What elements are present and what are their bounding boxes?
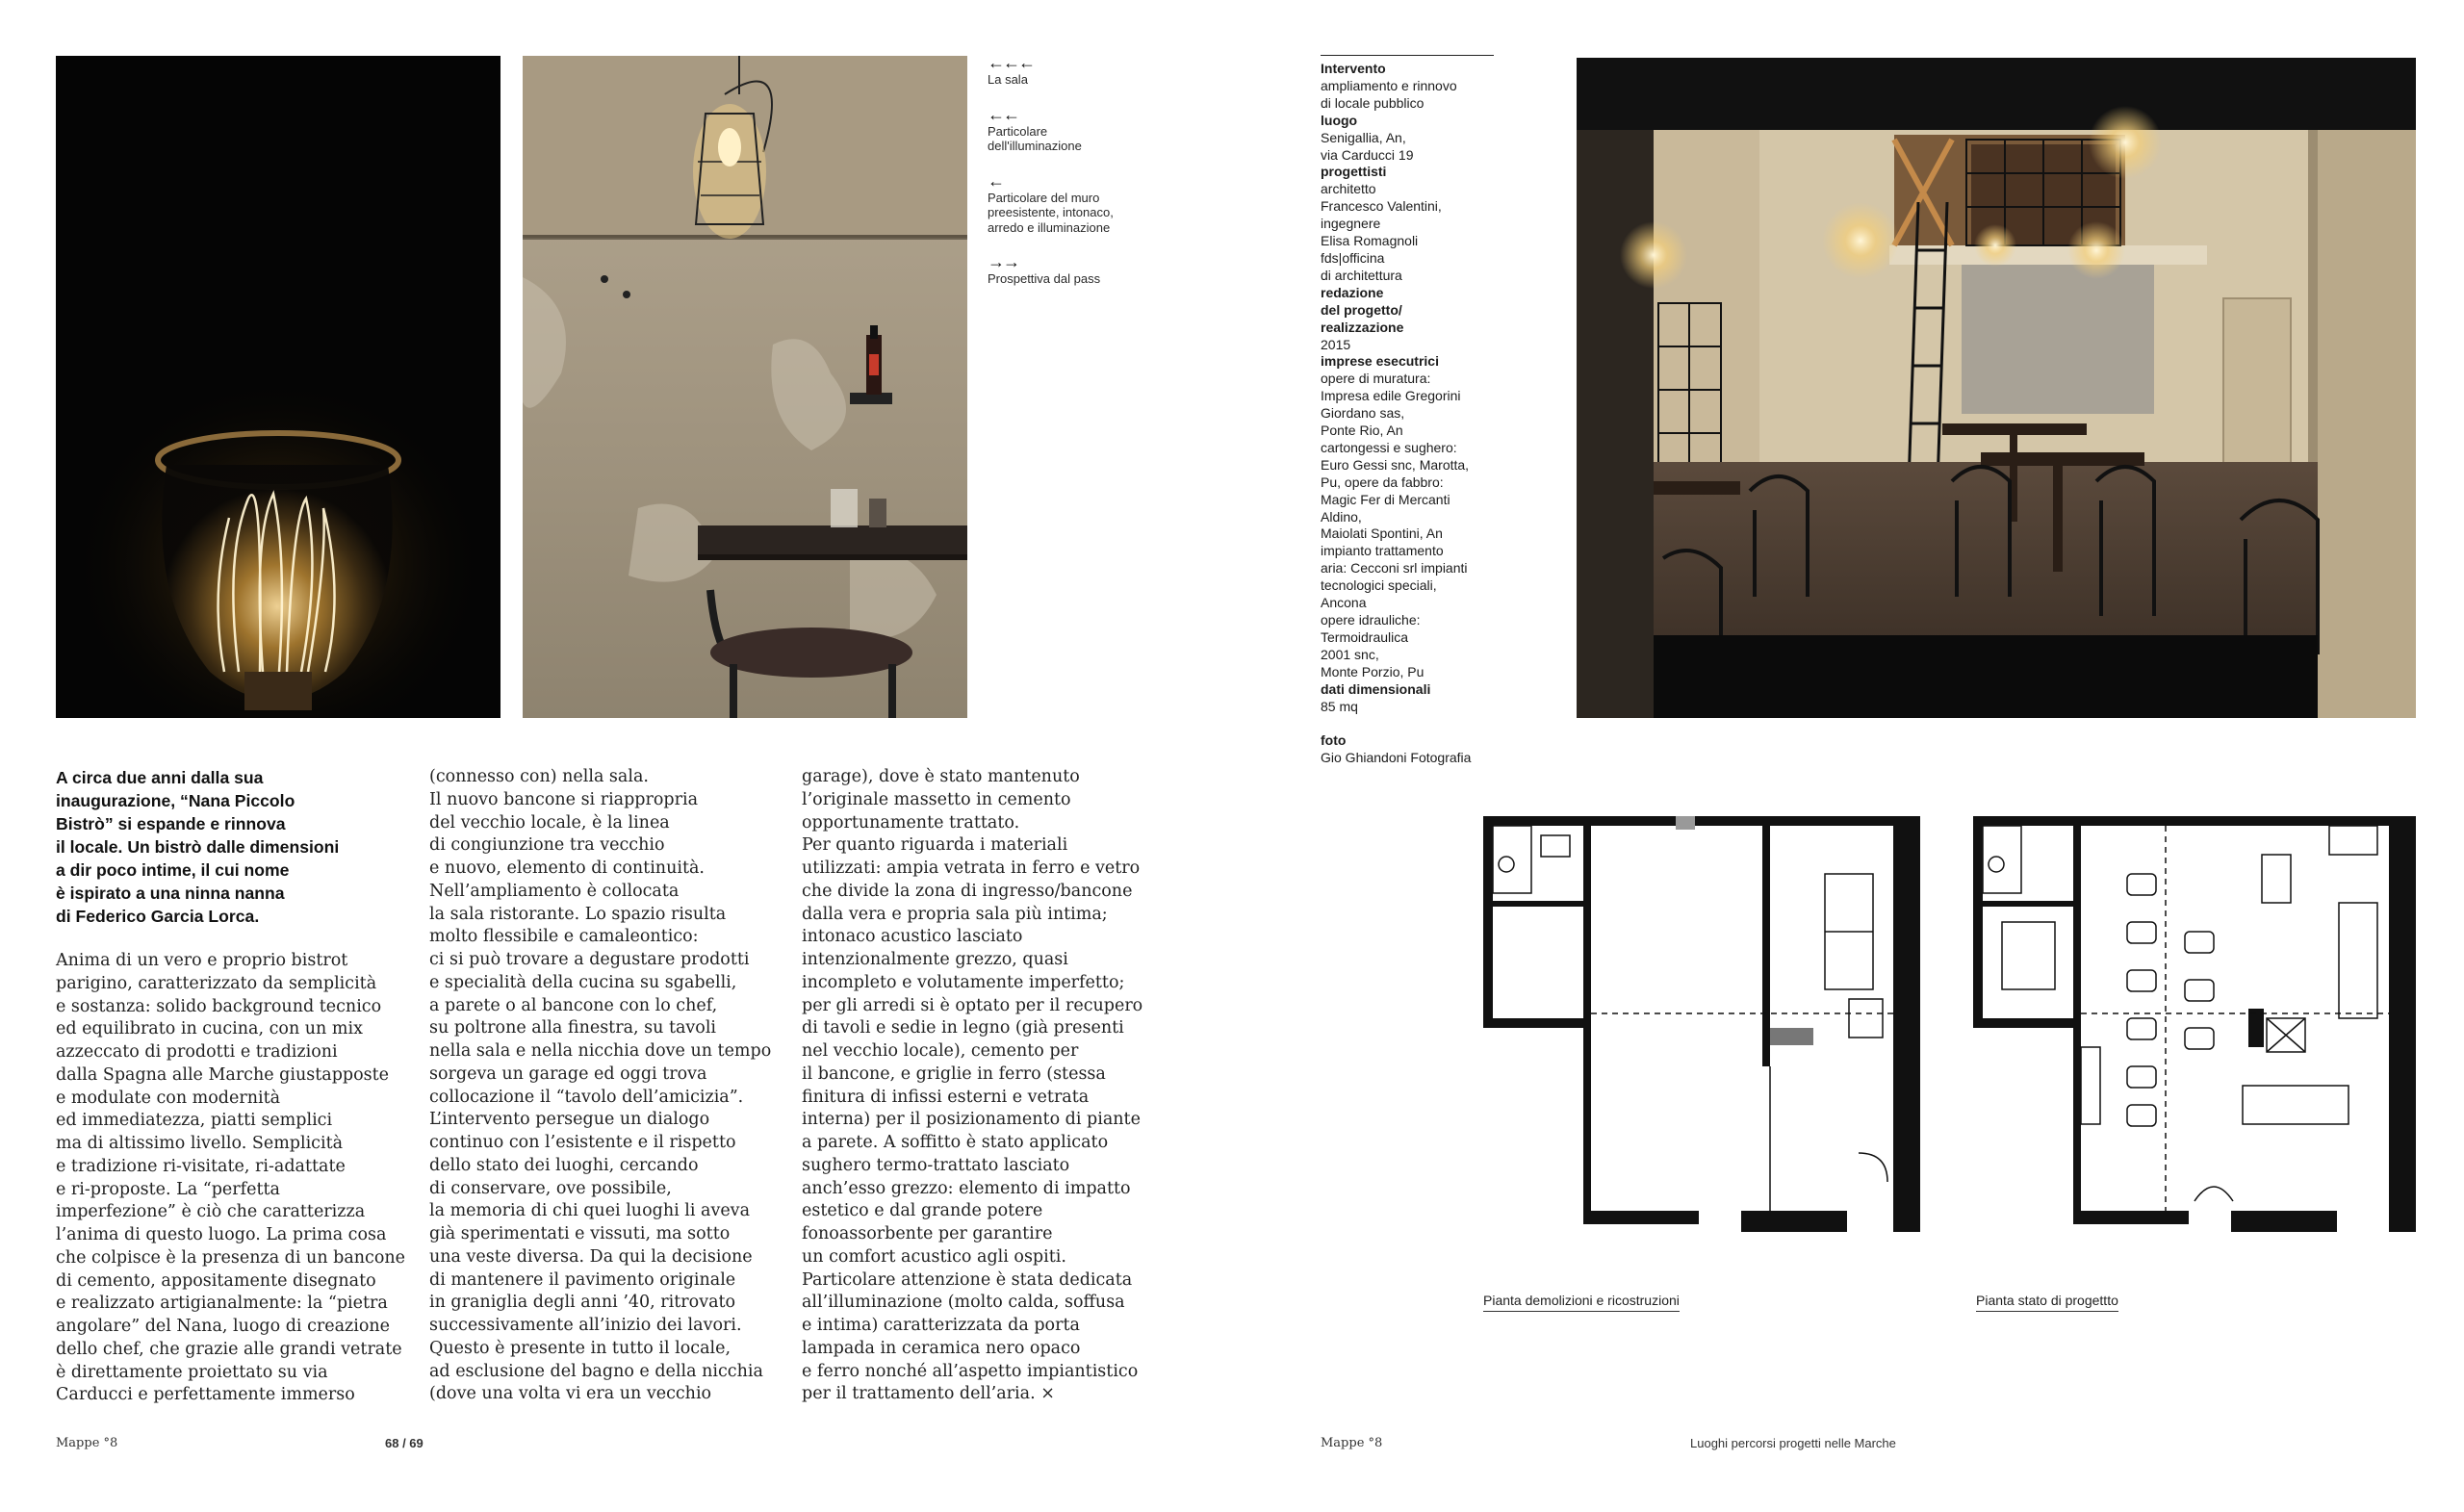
- caption-item: [988, 105, 1170, 154]
- caption-item: [988, 53, 1170, 88]
- article-column-2: (connesso con) nella sala. Il nuovo bancone si riappropria del vecchio locale, è la linea di congiunzione tra vecchio e nuovo, elemento di continuità. Nell’ampliamento è collocata la sala ristorante. Lo spazio risulta molto flessibile e camaleontico: ci si può trovare a degustare prodotti e specialità della cucina su sgabelli, a parete o al bancone con lo chef, su poltrone alla finestra, su tavoli nella sala e nella nicchia dove un tempo sorgeva un garage ed oggi trova collocazione il “tavolo dell’amicizia”. L’intervento persegue un dialogo continuo con l’esistente e il rispetto dello stato dei luoghi, cercando di conservare, ove possibile, la memoria di chi quei luoghi li aveva già sperimentati e vissuti, ma sotto una veste diversa. Da qui la decisione di mantenere il pavimento originale in graniglia degli anni ’40, ritrovato successivamente all’inizio dei lavori. Questo è presente in tutto il locale, ad esclusione del bagno e della nicchia (dove una volta vi era un vecchio: [429, 767, 772, 1404]
- credit-heading: Intervento: [1321, 61, 1386, 76]
- article-column-3: garage), dove è stato mantenuto l’originale massetto in cemento opportunamente trattato. Per quanto riguarda i materiali utilizzati: ampia vetrata in ferro e vetro che divide la zona di ingresso/bancone dalla vera e propria sala più intima; intonaco acustico lasciato intenzionalmente grezzo, quasi incompleto e volutamente imperfetto; per gli arredi si è optato per il recupero di tavoli e sedie in legno (già presenti nel vecchio locale), cemento per il bancone, e griglie in ferro (stessa finitura di infissi esterni e vetrata interna) per il posizionamento di piante a parete. A soffitto è stato applicato sughero termo-trattato lasciato anch’esso grezzo: elemento di impatto estetico e dal grande potere fonoassorbente per garantire un comfort acustico agli ospiti. Particolare attenzione è stata dedicata all’illuminazione (molto calda, soffusa e intima) caratterizzata da porta lampada in ceramica nero opaco e ferro nonché all’aspetto impiantistico per il trattamento dell’aria. ×: [802, 767, 1143, 1404]
- credit-heading: luogo: [1321, 112, 1358, 128]
- caption-text: Prospettiva dal pass: [988, 271, 1101, 286]
- credit-value: 85 mq: [1321, 698, 1358, 714]
- article-lead: A circa due anni dalla sua inaugurazione, “Nana Piccolo Bistrò” si espande e rinnova il locale. Un bistrò dalle dimensioni a dir poco intime, il cui nome è ispirato a una ninna nanna di Federico Garcia Lorca.: [56, 768, 340, 926]
- photo-captions: [988, 53, 1170, 304]
- credit-value: Senigallia, An, via Carducci 19: [1321, 129, 1414, 163]
- caption-text: Particolare dell'illuminazione: [988, 123, 1082, 153]
- caption-text: Particolare del muro preesistente, intonaco, arredo e illuminazione: [988, 190, 1114, 235]
- caption-text: La sala: [988, 72, 1028, 87]
- floor-plan-demolitions: [1483, 816, 1920, 1232]
- credit-value: 2015: [1321, 336, 1351, 352]
- article-column-1: Anima di un vero e proprio bistrot parigino, caratterizzato da semplicità e sostanza: solido background tecnico ed equilibrato in cucina, con un mix azzeccato di prodotti e tradizioni dalla Spagna alle Marche giustapposte e modulate con modernità ed immediatezza, piatti semplici ma di altissimo livello. Semplicità e tradizione ri-visitate, ri-adattate e ri-proposte. La “perfetta imperfezione” è ciò che caratterizza l’anima di questo luogo. La prima cosa che colpisce è la presenza di un bancone di cemento, appositamente disegnato e realizzato artigianalmente: la “pietra angolare” del Nana, luogo di creazione dello chef, che grazie alle grandi vetrate è direttamente proiettato su via Carducci e perfettamente immerso: [56, 951, 406, 1405]
- credit-heading: progettisti: [1321, 164, 1387, 180]
- page-numbers: 68 / 69: [385, 1436, 424, 1450]
- arrow-left-triple-icon: ←←←: [988, 53, 1034, 72]
- credit-heading: foto: [1321, 732, 1347, 749]
- photo-bulb: [56, 56, 500, 718]
- footer-magazine-right: Mappe °8: [1321, 1436, 1383, 1450]
- project-credits: [1321, 55, 1494, 767]
- floor-plan-project: [1973, 816, 2416, 1232]
- photo-dining-room: [1577, 58, 2416, 718]
- arrow-left-double-icon: ←←: [988, 104, 1018, 124]
- plan-label-project: Pianta stato di progettto: [1976, 1293, 2118, 1312]
- credit-value: ampliamento e rinnovo di locale pubblico: [1321, 77, 1457, 111]
- credit-heading: imprese esecutrici: [1321, 353, 1439, 370]
- credit-value: architetto Francesco Valentini, ingegnere Elisa Romagnoli fds|officina di architettura: [1321, 181, 1442, 283]
- footer-magazine-left: Mappe °8: [56, 1436, 118, 1450]
- credit-heading: redazione del progetto/ realizzazione: [1321, 284, 1404, 335]
- arrow-left-icon: ←: [988, 170, 1003, 191]
- caption-item: [988, 171, 1170, 236]
- photo-wall-detail: [523, 56, 967, 718]
- credit-value: opere di muratura: Impresa edile Gregorini Giordano sas, Ponte Rio, An cartongessi e sughero: Euro Gessi snc, Marotta, Pu, opere da fabbro: Magic Fer di Mercanti Aldino, Maiolati Spontini, An impianto trattamento aria: Cecconi srl impianti tecnologici speciali, Ancona opere idrauliche: Termoidraulica 2001 snc, Monte Porzio, Pu: [1321, 371, 1470, 679]
- plan-label-demolitions: Pianta demolizioni e ricostruzioni: [1483, 1293, 1680, 1312]
- caption-item: [988, 252, 1170, 287]
- credit-value: Gio Ghiandoni Fotografia: [1321, 750, 1472, 766]
- footer-section-title: Luoghi percorsi progetti nelle Marche: [1690, 1436, 1896, 1450]
- arrow-right-double-icon: →→: [988, 252, 1018, 271]
- credit-heading: dati dimensionali: [1321, 680, 1431, 697]
